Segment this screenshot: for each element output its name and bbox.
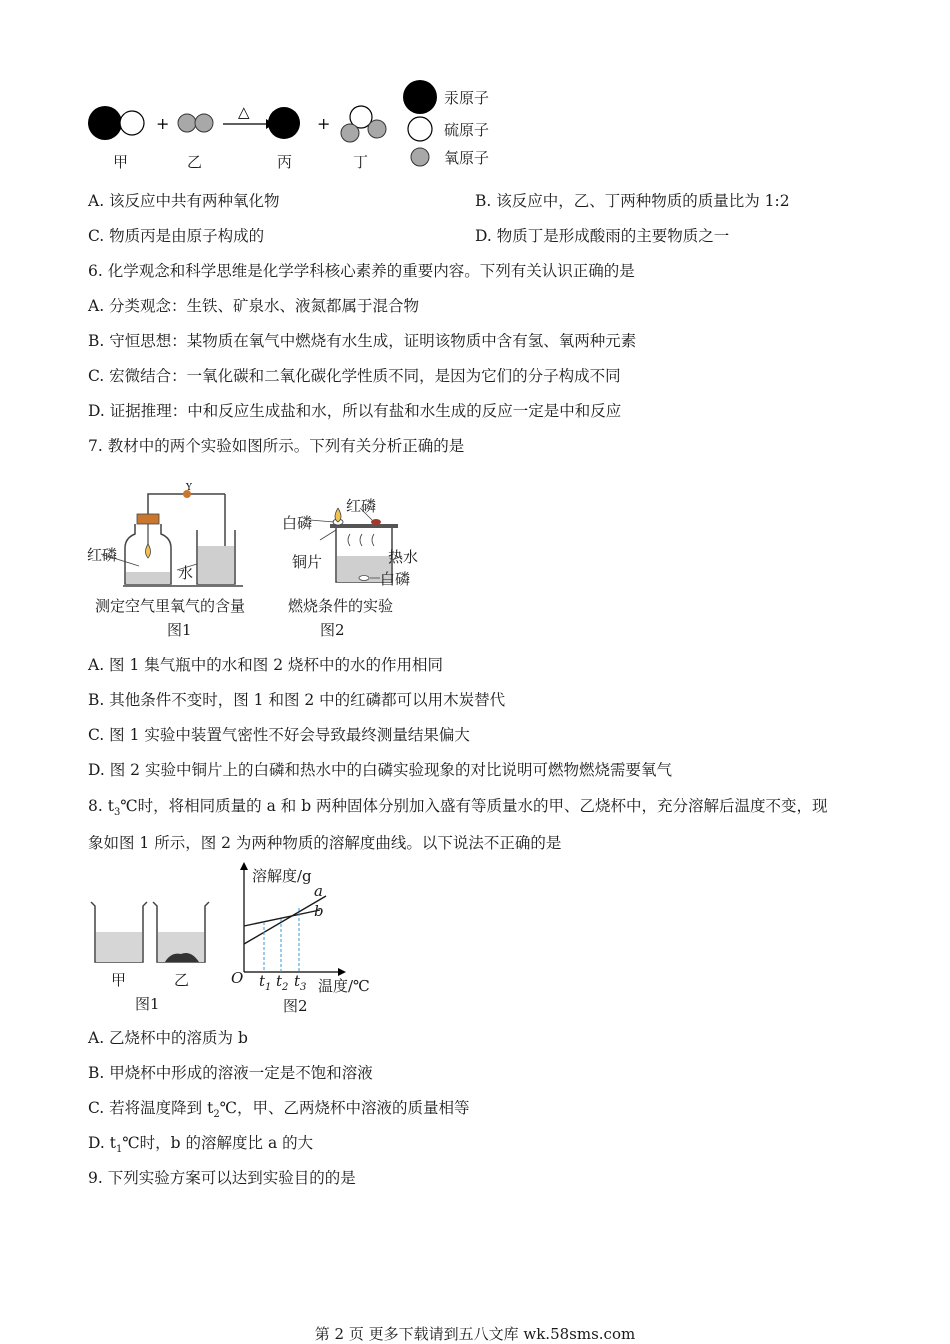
q7-option-d: D. 图 2 实验中铜片上的白磷和热水中的白磷实验现象的对比说明可燃物燃烧需要氧气: [88, 761, 672, 779]
y-axis-label: 溶解度/g: [252, 867, 312, 885]
q6-option-b: B. 守恒思想：某物质在氧气中燃烧有水生成，证明该物质中含有氢、氧两种元素: [88, 332, 637, 350]
fig2-title: 图2: [320, 621, 345, 639]
mercury-atom-icon: [268, 107, 300, 139]
label-red-phosphorus-2: 红磷: [346, 497, 377, 515]
label-red-phosphorus: 红磷: [87, 546, 118, 564]
q6-stem: 6. 化学观念和科学思维是化学学科核心素养的重要内容。下列有关认识正确的是: [88, 262, 635, 280]
q8-option-d: D. $t_1℃$时，b 的溶解度比 a 的大: [88, 1134, 314, 1156]
q7-figure-2: [280, 494, 440, 644]
y-axis-arrow-icon: [240, 862, 248, 870]
heat-condition: △: [238, 103, 250, 121]
sulfur-atom-icon: [120, 111, 144, 135]
oxygen-atom-icon: [368, 120, 386, 138]
x-axis-label: 温度/℃: [318, 977, 370, 995]
fig1-caption: 测定空气里氧气的含量: [95, 597, 246, 615]
q9-stem: 9. 下列实验方案可以达到实验目的的是: [88, 1169, 356, 1187]
beakers-svg: [85, 898, 225, 968]
fig1-title: 图1: [167, 621, 192, 639]
plus-sign: +: [156, 114, 170, 133]
q5-option-d: D. 物质丁是形成酸雨的主要物质之一: [475, 227, 730, 245]
label-bing: 丙: [277, 153, 293, 171]
legend-mercury-icon: [403, 80, 437, 114]
beaker-jia-label: 甲: [111, 971, 127, 989]
label-white-phosphorus-top: 白磷: [282, 514, 313, 532]
q8-fig1-title: 图1: [135, 995, 160, 1013]
tick-t2: $t_2$: [276, 972, 289, 993]
label-hot-water: 热水: [388, 548, 419, 566]
oxygen-atom-icon: [341, 124, 359, 142]
flame-icon: [146, 544, 151, 558]
legend-oxygen-icon: [411, 148, 429, 166]
label-jia: 甲: [113, 153, 129, 171]
tick-t3: $t_3$: [294, 972, 307, 993]
q8-stem-line-1: 8. $t_3℃$时，将相同质量的 a 和 b 两种固体分别加入盛有等质量水的甲、乙烧杯中，充分溶解后温度不变，现: [88, 797, 828, 819]
oxygen-atom-icon: [178, 114, 196, 132]
legend-oxygen-label: 氧原子: [444, 149, 490, 167]
q7-option-b: B. 其他条件不变时，图 1 和图 2 中的红磷都可以用木炭替代: [88, 691, 506, 709]
q8-figure-1: [85, 898, 225, 1018]
q7-stem: 7. 教材中的两个实验如图所示。下列有关分析正确的是: [88, 437, 465, 455]
q7-option-c: C. 图 1 实验中装置气密性不好会导致最终测量结果偏大: [88, 726, 470, 744]
label-ding: 丁: [353, 153, 369, 171]
label-water: 水: [178, 564, 194, 582]
q8-option-b: B. 甲烧杯中形成的溶液一定是不饱和溶液: [88, 1064, 373, 1082]
q8-figure-2: [228, 860, 388, 1020]
tick-t1: $t_1$: [259, 972, 272, 993]
q5-option-a: A. 该反应中共有两种氧化物: [88, 192, 280, 210]
label-white-phosphorus-bottom: 白磷: [380, 570, 411, 588]
curve-b: [244, 910, 320, 926]
q8-option-a: A. 乙烧杯中的溶质为 b: [88, 1029, 248, 1047]
plus-sign: +: [317, 114, 331, 133]
q8-fig2-title: 图2: [283, 997, 308, 1015]
q5-option-c: C. 物质丙是由原子构成的: [88, 227, 265, 245]
origin-label: O: [231, 969, 244, 987]
reaction-diagram: [80, 75, 520, 175]
svg-text:Y: Y: [186, 483, 192, 493]
oxygen-atom-icon: [195, 114, 213, 132]
label-yi: 乙: [187, 153, 203, 171]
q7-option-a: A. 图 1 集气瓶中的水和图 2 烧杯中的水的作用相同: [88, 656, 443, 674]
mercury-atom-icon: [88, 106, 122, 140]
page-footer: 第 2 页 更多下载请到五八文库 wk.58sms.com: [314, 1325, 636, 1343]
legend-sulfur-label: 硫原子: [444, 121, 490, 139]
q7-figure-1: [85, 482, 280, 642]
stopper-icon: [137, 514, 159, 524]
q8-stem-line-2: 象如图 1 所示，图 2 为两种物质的溶解度曲线。以下说法不正确的是: [88, 834, 562, 852]
q6-option-c: C. 宏微结合：一氧化碳和二氧化碳化学性质不同，是因为它们的分子构成不同: [88, 367, 621, 385]
fig2-caption: 燃烧条件的实验: [288, 597, 394, 615]
q6-option-a: A. 分类观念：生铁、矿泉水、液氮都属于混合物: [88, 297, 420, 315]
label-copper-plate: 铜片: [292, 553, 323, 571]
q6-option-d: D. 证据推理：中和反应生成盐和水，所以有盐和水生成的反应一定是中和反应: [88, 402, 622, 420]
legend-mercury-label: 汞原子: [444, 89, 490, 107]
flame-icon: [335, 508, 341, 522]
curve-b-label: b: [314, 902, 324, 920]
q8-option-c: C. 若将温度降到 $t_2℃$，甲、乙两烧杯中溶液的质量相等: [88, 1099, 470, 1121]
q5-option-b: B. 该反应中，乙、丁两种物质的质量比为 1:2: [475, 192, 790, 210]
beaker-yi-label: 乙: [174, 971, 190, 989]
curve-a-label: a: [314, 882, 323, 900]
legend-sulfur-icon: [408, 117, 432, 141]
